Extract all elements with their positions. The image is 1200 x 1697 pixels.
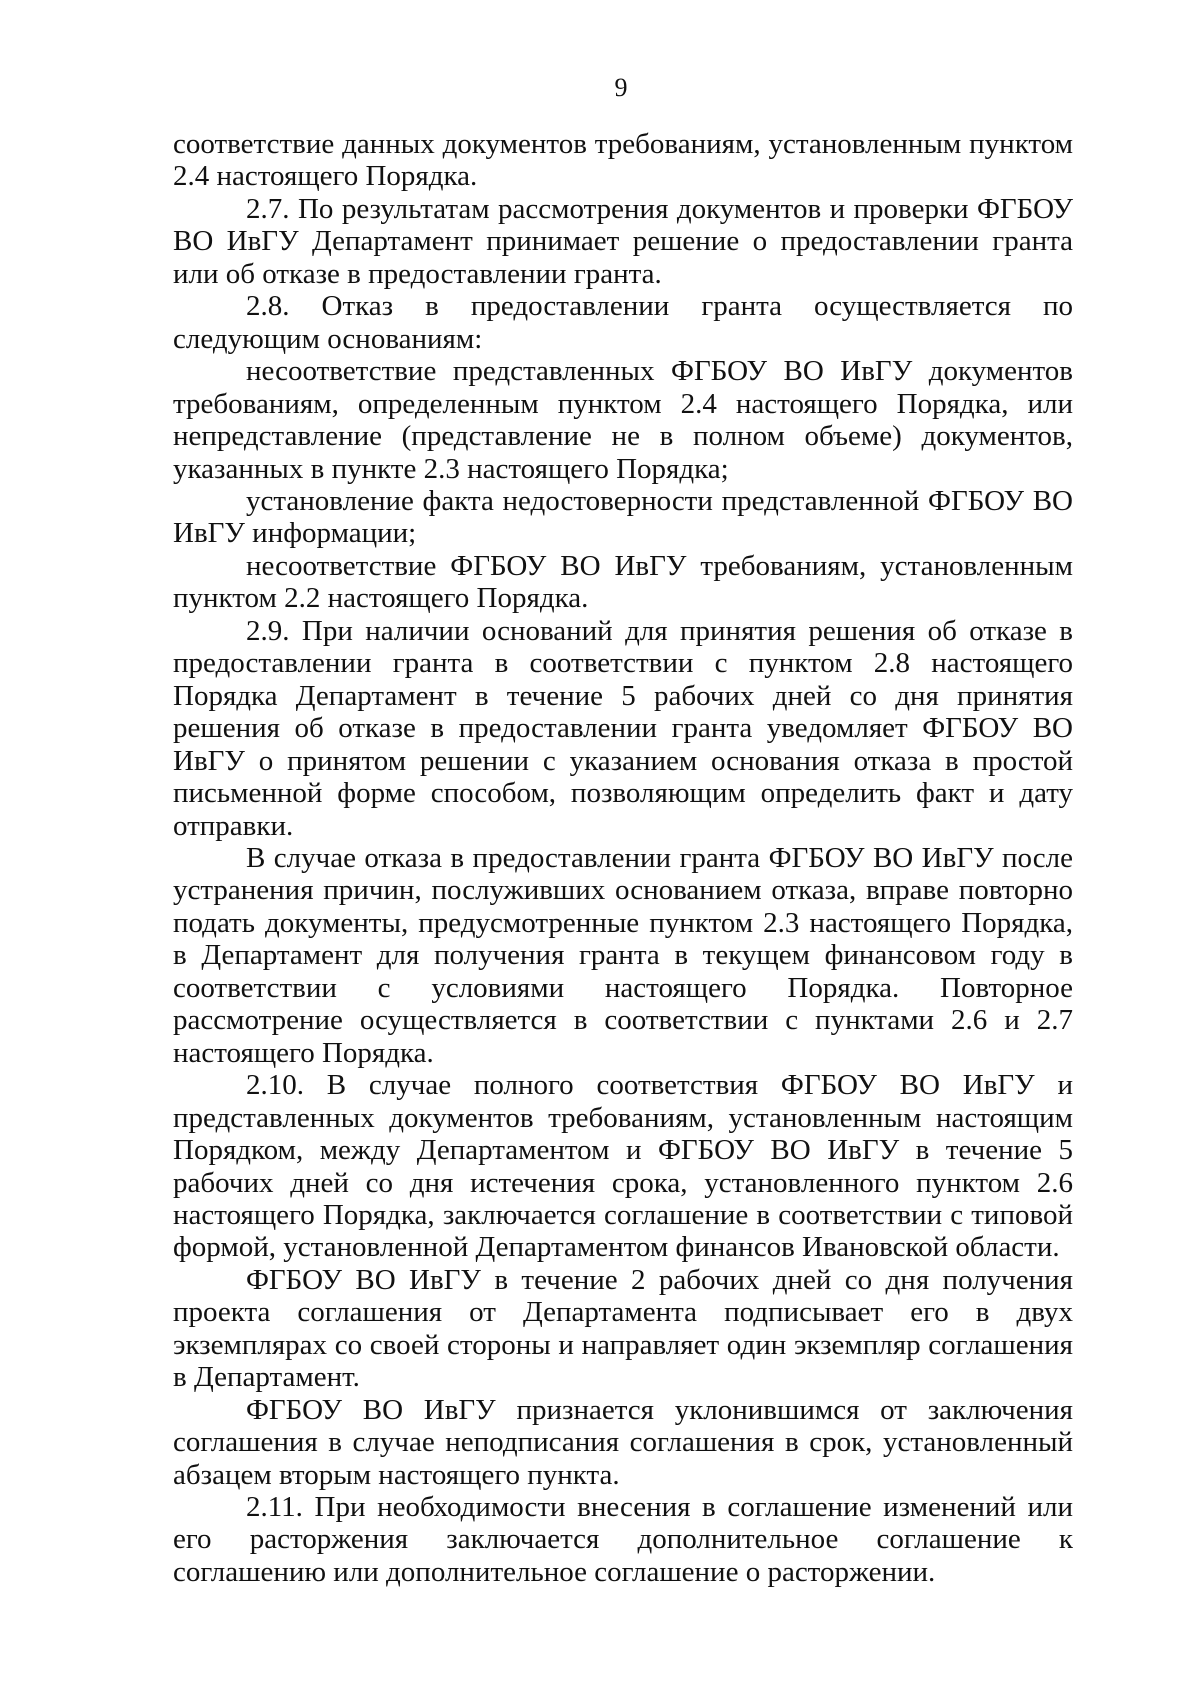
paragraph-2-10: 2.10. В случае полного соответствия ФГБОУ ВО ИвГУ и представленных документов требованиям, установленным настоящим Порядком, между Департаментом и ФГБОУ ВО ИвГУ в течение 5 рабочих дней со дня истечения срока, установленного пунктом 2.6 настоящего Порядка, заключается соглашение в соответствии с типовой формой, установленной Департаментом финансов Ивановской области. [173,1069,1073,1264]
paragraph-2-8-ground-1: несоответствие представленных ФГБОУ ВО ИвГУ документов требованиям, определенным пунктом 2.4 настоящего Порядка, или непредставление (представление не в полном объеме) документов, указанных в пункте 2.3 настоящего Порядка; [173,355,1073,485]
paragraph-2-10-evasion: ФГБОУ ВО ИвГУ признается уклонившимся от заключения соглашения в случае неподписания соглашения в срок, установленный абзацем вторым настоящего пункта. [173,1393,1073,1491]
paragraph-2-7: 2.7. По результатам рассмотрения документов и проверки ФГБОУ ВО ИвГУ Департамент принимает решение о предоставлении гранта или об отказе в предоставлении гранта. [173,192,1073,290]
paragraph-2-9: 2.9. При наличии оснований для принятия решения об отказе в предоставлении гранта в соответствии с пунктом 2.8 настоящего Порядка Департамент в течение 5 рабочих дней со дня принятия решения об отказе в предоставлении гранта уведомляет ФГБОУ ВО ИвГУ о принятом решении с указанием основания отказа в простой письменной форме способом, позволяющим определить факт и дату отправки. [173,614,1073,842]
paragraph-2-10-signing: ФГБОУ ВО ИвГУ в течение 2 рабочих дней со дня получения проекта соглашения от Департамента подписывает его в двух экземплярах со своей стороны и направляет один экземпляр соглашения в Департамент. [173,1263,1073,1394]
paragraph-2-8: 2.8. Отказ в предоставлении гранта осуществляется по следующим основаниям: [173,290,1073,355]
document-body [173,128,1073,1588]
paragraph-2-11: 2.11. При необходимости внесения в соглашение изменений или его расторжения заключается дополнительное соглашение к соглашению или дополнительное соглашение о расторжении. [173,1491,1073,1588]
page-number: 9 [614,73,628,102]
paragraph-continuation: соответствие данных документов требованиям, установленным пунктом 2.4 настоящего Порядка. [173,128,1073,193]
paragraph-2-8-ground-2: установление факта недостоверности представленной ФГБОУ ВО ИвГУ информации; [173,484,1073,550]
paragraph-2-9-resubmission: В случае отказа в предоставлении гранта ФГБОУ ВО ИвГУ после устранения причин, послуживших основанием отказа, вправе повторно подать документы, предусмотренные пунктом 2.3 настоящего Порядка, в Департамент для получения гранта в текущем финансовом году в соответствии с условиями настоящего Порядка. Повторное рассмотрение осуществляется в соответствии с пунктами 2.6 и 2.7 настоящего Порядка. [173,841,1073,1069]
paragraph-2-8-ground-3: несоответствие ФГБОУ ВО ИвГУ требованиям, установленным пунктом 2.2 настоящего Порядка. [173,549,1073,615]
